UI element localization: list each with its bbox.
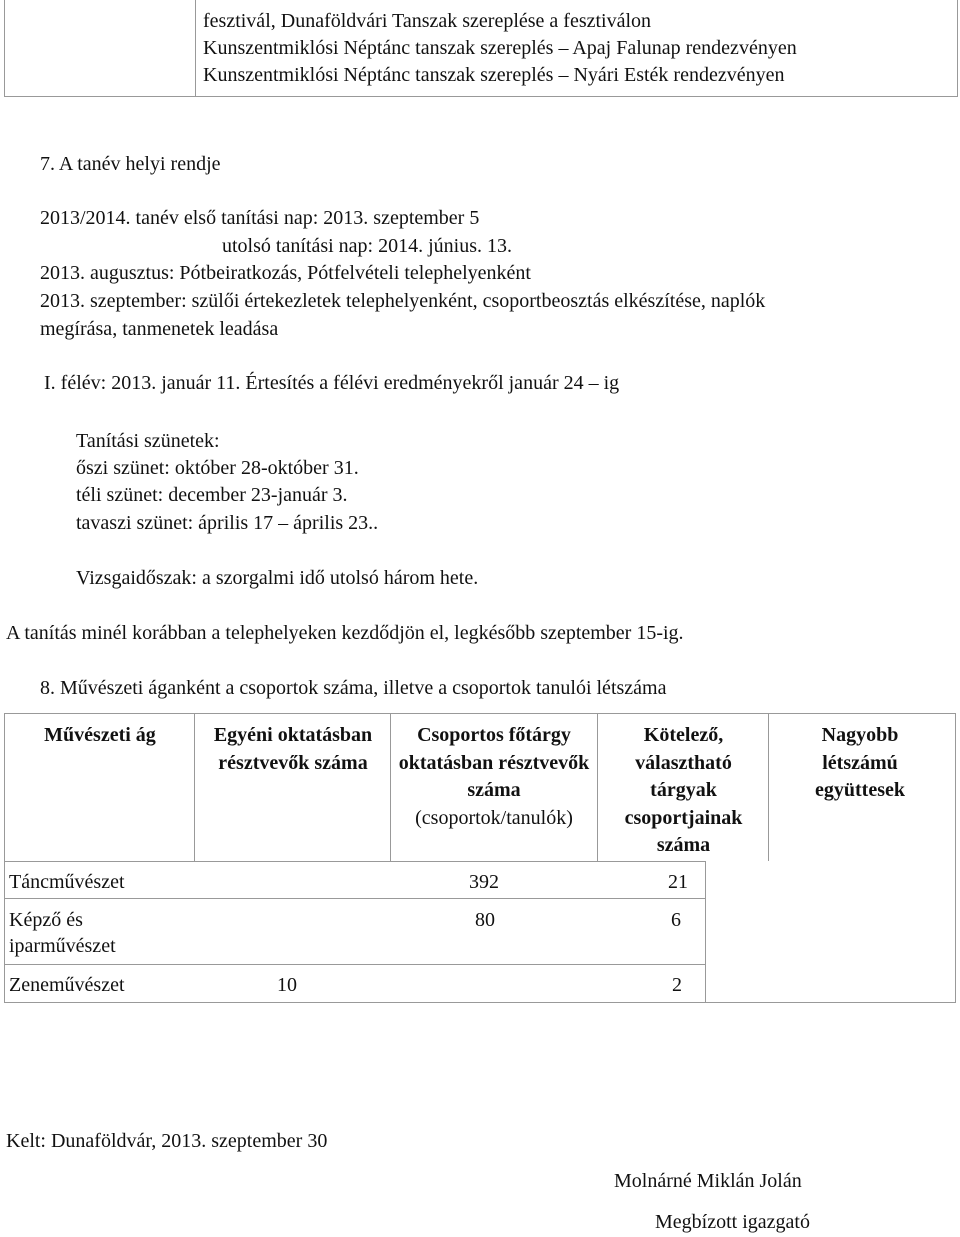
row-group-count: 80	[475, 909, 495, 931]
header-ensembles: Nagyobb létszámú együttesek	[815, 724, 905, 801]
last-teaching-day: utolsó tanítási nap: 2014. június. 13.	[222, 235, 512, 257]
art-branch-table	[4, 713, 956, 1003]
teaching-start-note: A tanítás minél korábban a telephelyeken kezdődjön el, legkésőbb szeptember 15-ig.	[6, 622, 684, 644]
table-vline	[597, 714, 598, 861]
event-line: Kunszentmiklósi Néptánc tanszak szereplés – Apaj Falunap rendezvényen	[203, 37, 797, 59]
row-art-branch: Zeneművészet	[9, 974, 125, 996]
table-vline	[768, 714, 769, 861]
table-hline	[5, 964, 705, 965]
september-line: 2013. szeptember: szülői értekezletek telephelyenként, csoportbeosztás elkészítése, naplók	[40, 290, 766, 312]
first-teaching-day: 2013/2014. tanév első tanítási nap: 2013. szeptember 5	[40, 207, 480, 229]
header-group-label: Csoportos főtárgy oktatásban résztvevők száma	[398, 724, 590, 801]
signatory-title: Megbízott igazgató	[655, 1211, 810, 1233]
event-line: fesztivál, Dunaföldvári Tanszak szereplése a fesztiválon	[203, 10, 652, 32]
exam-period: Vizsgaidőszak: a szorgalmi idő utolsó három hete.	[76, 567, 479, 589]
spring-holiday: tavaszi szünet: április 17 – április 23..	[76, 512, 379, 534]
header-individual: Egyéni oktatásban résztvevők száma	[213, 724, 373, 774]
row-individual-count: 10	[277, 974, 297, 996]
table-hline	[5, 898, 705, 899]
header-mandatory: Kötelező, választható tárgyak csoportjainak száma	[624, 724, 743, 856]
header-art-branch: Művészeti ág	[44, 724, 156, 746]
event-line: Kunszentmiklósi Néptánc tanszak szereplés – Nyári Esték rendezvényen	[203, 64, 785, 86]
winter-holiday: téli szünet: december 23-január 3.	[76, 484, 348, 506]
column-divider	[195, 0, 196, 96]
row-group-count: 392	[469, 871, 499, 893]
event-list	[203, 8, 797, 89]
row-art-branch: Képző és iparművészet	[9, 909, 116, 957]
table-hline	[5, 861, 705, 862]
august-line: 2013. augusztus: Pótbeiratkozás, Pótfelvételi telephelyenként	[40, 262, 531, 284]
holidays-title: Tanítási szünetek:	[76, 430, 220, 452]
row-mandatory-count: 2	[672, 974, 682, 996]
september-line-cont: megírása, tanmenetek leadása	[40, 318, 279, 340]
header-group	[395, 722, 593, 832]
section-8-heading: 8. Művészeti áganként a csoportok száma, illetve a csoportok tanulói létszáma	[40, 677, 667, 699]
semester-line: I. félév: 2013. január 11. Értesítés a félévi eredményekről január 24 – ig	[44, 372, 620, 394]
section-7-heading: 7. A tanév helyi rendje	[40, 153, 221, 175]
row-mandatory-count: 21	[668, 871, 688, 893]
previous-section-box	[4, 0, 958, 97]
row-art-branch: Táncművészet	[9, 871, 125, 893]
table-vline	[705, 861, 706, 1002]
header-group-sub: (csoportok/tanulók)	[415, 806, 573, 829]
dated-line: Kelt: Dunaföldvár, 2013. szeptember 30	[6, 1130, 328, 1152]
table-vline	[390, 714, 391, 861]
autumn-holiday: őszi szünet: október 28-október 31.	[76, 457, 359, 479]
table-vline	[194, 714, 195, 861]
signatory-name: Molnárné Miklán Jolán	[614, 1170, 802, 1192]
row-mandatory-count: 6	[671, 909, 681, 931]
